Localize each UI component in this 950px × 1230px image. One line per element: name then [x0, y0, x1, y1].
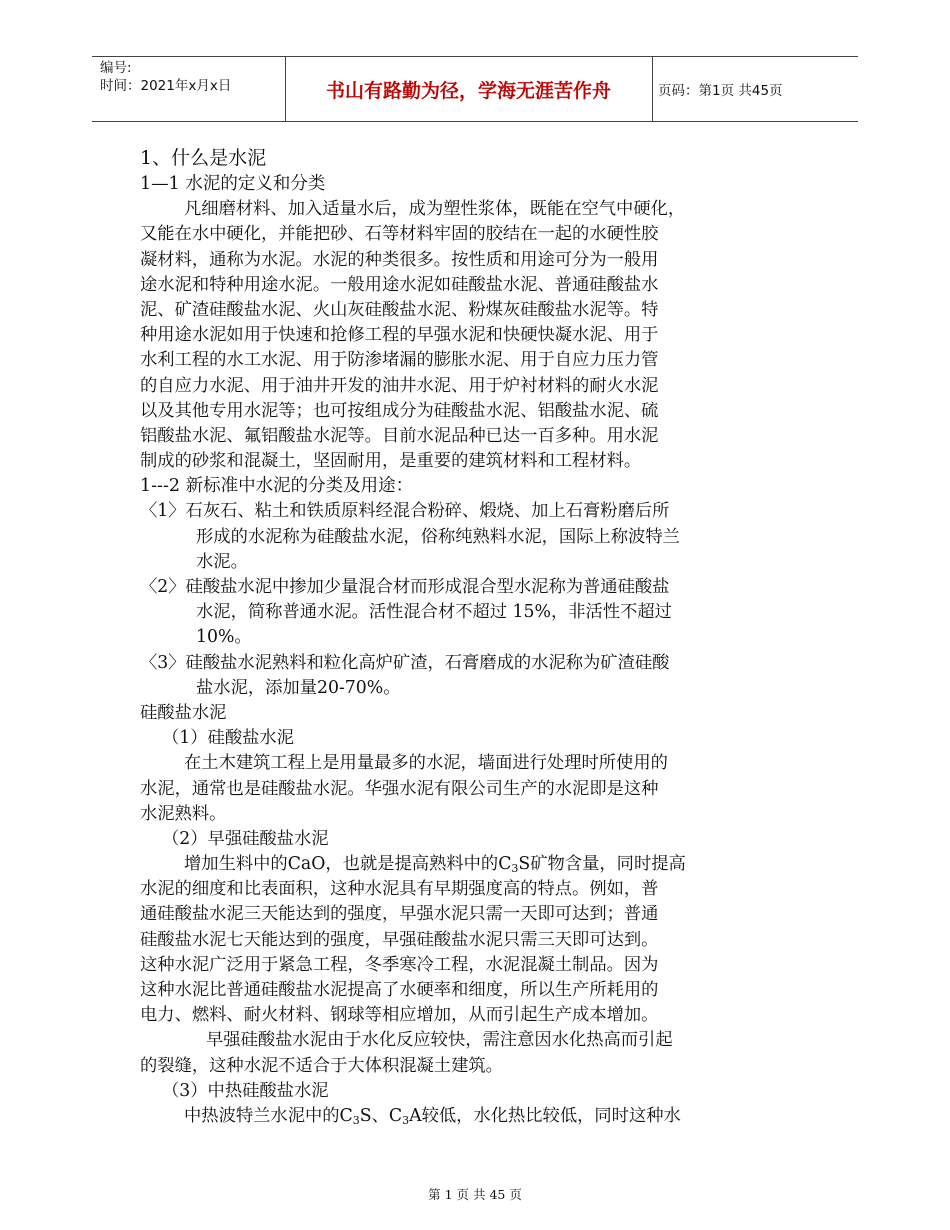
text-line: 早强硅酸盐水泥由于水化反应较快，需注意因水化热高而引起 [206, 1030, 673, 1051]
text-fragment: S矿物含量，同时提高 [518, 854, 686, 875]
sub-heading: 硅酸盐水泥 [140, 702, 227, 723]
type-heading: （1）硅酸盐水泥 [162, 728, 294, 749]
text-line: 的自应力水泥、用于油井开发的油井水泥、用于炉衬材料的耐火水泥 [140, 375, 659, 396]
text-line: 〈3〉硅酸盐水泥熟料和粒化高炉矿渣，石膏磨成的水泥称为矿渣硅酸 [140, 652, 670, 673]
text-line: 又能在水中硬化，并能把砂、石等材料牢固的胶结在一起的水硬性胶 [140, 224, 659, 245]
list-item [140, 651, 808, 701]
text-fragment: 中热波特兰水泥中的C [184, 1105, 353, 1126]
header-divider [652, 57, 653, 121]
page-header [92, 56, 858, 122]
text-fragment: S、C [359, 1105, 403, 1126]
page-footer: 第 1 页 共 45 页 [428, 1187, 522, 1202]
text-line: 通硅酸盐水泥三天能达到的强度，早强水泥只需一天即可达到；普通 [140, 904, 659, 925]
text-line: 水泥熟料。 [140, 803, 227, 824]
header-meta [100, 59, 231, 95]
subsection-title: 1---2 新标准中水泥的分类及用途： [140, 476, 414, 497]
text-line: 这种水泥比普通硅酸盐水泥提高了水硬率和细度，所以生产所耗用的 [140, 980, 659, 1000]
text-line: 水泥，通常也是硅酸盐水泥。华强水泥有限公司生产的水泥即是这种 [140, 778, 659, 799]
text-line: 这种水泥广泛用于紧急工程，冬季寒冷工程，水泥混凝土制品。因为 [140, 954, 659, 975]
section-title: 1、什么是水泥 [140, 147, 267, 169]
text-line: 形成的水泥称为硅酸盐水泥，俗称纯熟料水泥，国际上称波特兰 [196, 526, 680, 547]
text-line: 在土木建筑工程上是用量最多的水泥，墙面进行处理时所使用的 [184, 753, 668, 774]
text-fragment: A较低，水化热比较低，同时这种水 [409, 1105, 681, 1126]
text-line: 水泥，简称普通水泥。活性混合材不超过 15%，非活性不超过 [196, 602, 672, 623]
time-label: 时间：2021年x月x日 [100, 78, 232, 94]
subscript: 3 [352, 1113, 360, 1127]
list-item [140, 575, 808, 651]
header-motto: 书山有路勤为径，学海无涯苦作舟 [325, 80, 611, 102]
text-line: 铝酸盐水泥、氟铝酸盐水泥等。目前水泥品种已达一百多种。用水泥 [140, 425, 659, 446]
text-line: 凝材料，通称为水泥。水泥的种类很多。按性质和用途可分为一般用 [140, 249, 659, 270]
text-line: 水利工程的水工水泥、用于防渗堵漏的膨胀水泥、用于自应力压力管 [140, 350, 659, 371]
text-line: 水泥的细度和比表面积，这种水泥具有早期强度高的特点。例如，普 [140, 879, 659, 900]
subsection-title: 1—1 水泥的定义和分类 [140, 174, 326, 194]
text-line: 〈2〉硅酸盐水泥中掺加少量混合材而形成混合型水泥称为普通硅酸盐 [140, 577, 670, 597]
text-fragment: 增加生料中的CaO，也就是提高熟料中的C [184, 854, 512, 875]
text-line: 〈1〉石灰石、粘土和铁质原料经混合粉碎、煅烧、加上石膏粉磨后所 [140, 501, 670, 522]
paragraph [140, 751, 808, 827]
text-line: 水泥。 [196, 551, 248, 572]
type-heading: （3）中热硅酸盐水泥 [162, 1080, 329, 1101]
paragraph [140, 1028, 808, 1078]
code-label: 编号: [100, 60, 132, 76]
type-heading: （2）早强硅酸盐水泥 [162, 828, 329, 849]
text-line: 种用途水泥如用于快速和抢修工程的早强水泥和快硬快凝水泥、用于 [140, 325, 659, 346]
list-item [140, 499, 808, 575]
paragraph [140, 852, 808, 1028]
paragraph [140, 197, 808, 474]
text-line: 制成的砂浆和混凝土，坚固耐用，是重要的建筑材料和工程材料。 [140, 451, 642, 472]
text-line: 途水泥和特种用途水泥。一般用途水泥如硅酸盐水泥、普通硅酸盐水 [140, 274, 659, 295]
text-line: 硅酸盐水泥七天能达到的强度，早强硅酸盐水泥只需三天即可达到。 [140, 929, 659, 950]
text-line: 盐水泥，添加量20-70%。 [196, 677, 401, 698]
text-line: 以及其他专用水泥等；也可按组成分为硅酸盐水泥、铝酸盐水泥、硫 [140, 400, 659, 421]
text-line: 凡细磨材料、加入适量水后，成为塑性浆体，既能在空气中硬化， [184, 199, 686, 220]
text-line [140, 1104, 808, 1129]
text-line: 电力、燃料、耐火材料、钢球等相应增加，从而引起生产成本增加。 [140, 1005, 659, 1026]
header-page-info: 页码：第1页 共45页 [658, 83, 783, 99]
text-line: 的裂缝，这种水泥不适合于大体积混凝土建筑。 [140, 1055, 503, 1076]
text-line: 10%。 [196, 627, 252, 648]
text-line: 泥、矿渣硅酸盐水泥、火山灰硅酸盐水泥、粉煤灰硅酸盐水泥等。特 [140, 299, 659, 320]
text-line [140, 852, 808, 877]
subscript: 3 [511, 862, 519, 876]
subscript: 3 [402, 1113, 410, 1127]
document-body [140, 144, 808, 1129]
